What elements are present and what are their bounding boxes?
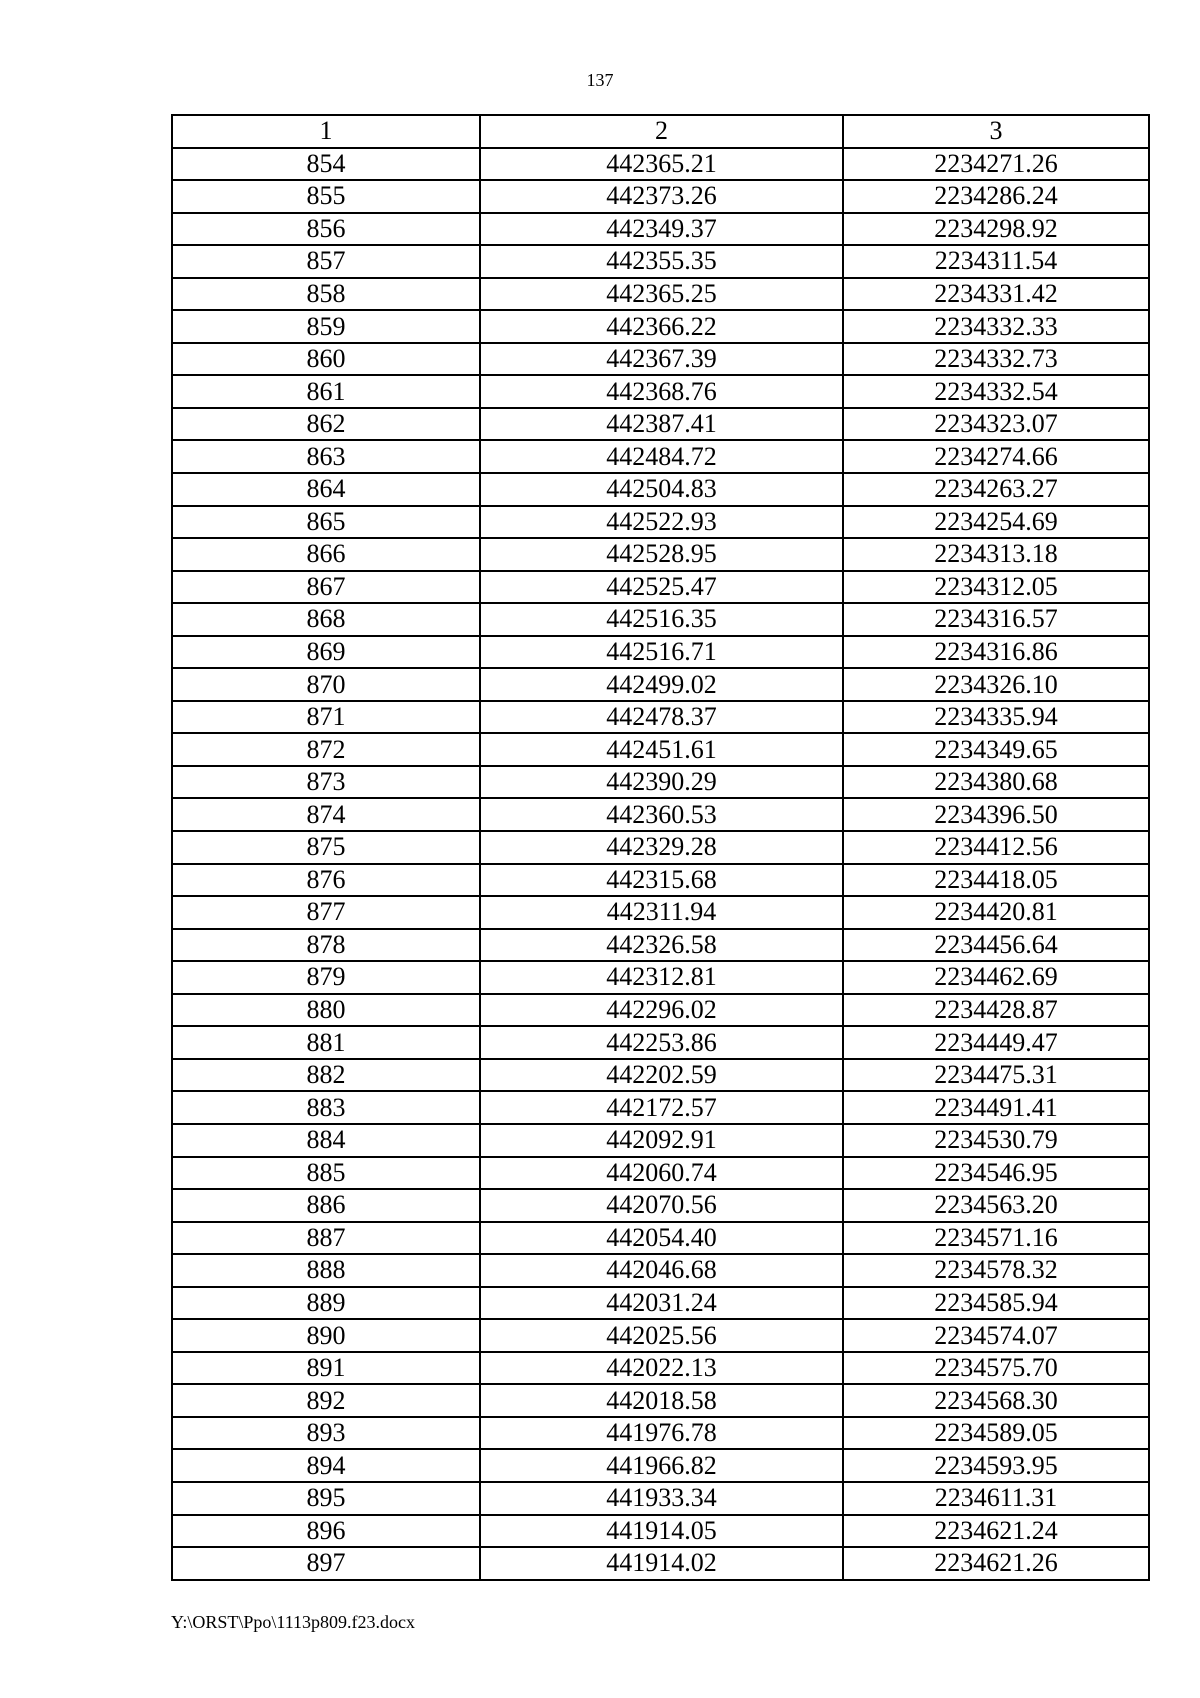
table-row — [172, 473, 1149, 506]
y-coordinate-cell: 2234332.54 — [843, 375, 1149, 408]
x-coordinate-cell: 442054.40 — [480, 1222, 843, 1255]
table-row — [172, 1547, 1149, 1580]
point-number-cell: 894 — [172, 1449, 480, 1482]
point-number-cell: 886 — [172, 1189, 480, 1222]
point-number-cell: 891 — [172, 1352, 480, 1385]
table-row — [172, 1091, 1149, 1124]
x-coordinate-cell: 442360.53 — [480, 798, 843, 831]
x-coordinate-cell: 442365.25 — [480, 278, 843, 311]
point-number-cell: 885 — [172, 1157, 480, 1190]
x-coordinate-cell: 442484.72 — [480, 440, 843, 473]
coordinates-table — [171, 114, 1150, 1581]
table-row — [172, 1254, 1149, 1287]
point-number-cell: 881 — [172, 1026, 480, 1059]
table-row — [172, 1319, 1149, 1352]
point-number-cell: 865 — [172, 506, 480, 539]
y-coordinate-cell: 2234449.47 — [843, 1026, 1149, 1059]
y-coordinate-cell: 2234316.57 — [843, 603, 1149, 636]
point-number-cell: 869 — [172, 636, 480, 669]
point-number-cell: 890 — [172, 1319, 480, 1352]
y-coordinate-cell: 2234316.86 — [843, 636, 1149, 669]
y-coordinate-cell: 2234585.94 — [843, 1287, 1149, 1320]
x-coordinate-cell: 442349.37 — [480, 213, 843, 246]
x-coordinate-cell: 442070.56 — [480, 1189, 843, 1222]
table-row — [172, 603, 1149, 636]
x-coordinate-cell: 442451.61 — [480, 733, 843, 766]
table-row — [172, 1287, 1149, 1320]
x-coordinate-cell: 442504.83 — [480, 473, 843, 506]
y-coordinate-cell: 2234491.41 — [843, 1091, 1149, 1124]
table-row — [172, 245, 1149, 278]
x-coordinate-cell: 442315.68 — [480, 864, 843, 897]
y-coordinate-cell: 2234546.95 — [843, 1157, 1149, 1190]
y-coordinate-cell: 2234380.68 — [843, 766, 1149, 799]
page-number: 137 — [586, 70, 614, 90]
table-row — [172, 1222, 1149, 1255]
x-coordinate-cell: 442390.29 — [480, 766, 843, 799]
y-coordinate-cell: 2234530.79 — [843, 1124, 1149, 1157]
y-coordinate-cell: 2234286.24 — [843, 180, 1149, 213]
y-coordinate-cell: 2234323.07 — [843, 408, 1149, 441]
x-coordinate-cell: 442329.28 — [480, 831, 843, 864]
column-header-3: 3 — [843, 115, 1149, 148]
point-number-cell: 897 — [172, 1547, 480, 1580]
table-row — [172, 1059, 1149, 1092]
point-number-cell: 878 — [172, 929, 480, 962]
y-coordinate-cell: 2234589.05 — [843, 1417, 1149, 1450]
x-coordinate-cell: 442031.24 — [480, 1287, 843, 1320]
y-coordinate-cell: 2234563.20 — [843, 1189, 1149, 1222]
x-coordinate-cell: 442373.26 — [480, 180, 843, 213]
point-number-cell: 864 — [172, 473, 480, 506]
y-coordinate-cell: 2234568.30 — [843, 1384, 1149, 1417]
x-coordinate-cell: 442022.13 — [480, 1352, 843, 1385]
point-number-cell: 867 — [172, 571, 480, 604]
point-number-cell: 887 — [172, 1222, 480, 1255]
point-number-cell: 862 — [172, 408, 480, 441]
table-row — [172, 994, 1149, 1027]
y-coordinate-cell: 2234621.26 — [843, 1547, 1149, 1580]
point-number-cell: 896 — [172, 1515, 480, 1548]
point-number-cell: 855 — [172, 180, 480, 213]
table-row — [172, 864, 1149, 897]
table-row — [172, 310, 1149, 343]
x-coordinate-cell: 442368.76 — [480, 375, 843, 408]
y-coordinate-cell: 2234475.31 — [843, 1059, 1149, 1092]
table-row — [172, 1157, 1149, 1190]
table-row — [172, 798, 1149, 831]
column-header-2: 2 — [480, 115, 843, 148]
point-number-cell: 854 — [172, 148, 480, 181]
table-row — [172, 668, 1149, 701]
point-number-cell: 875 — [172, 831, 480, 864]
x-coordinate-cell: 442311.94 — [480, 896, 843, 929]
point-number-cell: 859 — [172, 310, 480, 343]
table-header-row — [172, 115, 1149, 148]
x-coordinate-cell: 442092.91 — [480, 1124, 843, 1157]
table-row — [172, 1417, 1149, 1450]
y-coordinate-cell: 2234611.31 — [843, 1482, 1149, 1515]
y-coordinate-cell: 2234331.42 — [843, 278, 1149, 311]
x-coordinate-cell: 442499.02 — [480, 668, 843, 701]
table-row — [172, 278, 1149, 311]
table-row — [172, 571, 1149, 604]
point-number-cell: 888 — [172, 1254, 480, 1287]
point-number-cell: 863 — [172, 440, 480, 473]
point-number-cell: 861 — [172, 375, 480, 408]
y-coordinate-cell: 2234326.10 — [843, 668, 1149, 701]
x-coordinate-cell: 442060.74 — [480, 1157, 843, 1190]
x-coordinate-cell: 442296.02 — [480, 994, 843, 1027]
y-coordinate-cell: 2234396.50 — [843, 798, 1149, 831]
point-number-cell: 856 — [172, 213, 480, 246]
x-coordinate-cell: 442365.21 — [480, 148, 843, 181]
y-coordinate-cell: 2234332.73 — [843, 343, 1149, 376]
x-coordinate-cell: 442312.81 — [480, 961, 843, 994]
x-coordinate-cell: 442387.41 — [480, 408, 843, 441]
x-coordinate-cell: 441966.82 — [480, 1449, 843, 1482]
point-number-cell: 870 — [172, 668, 480, 701]
x-coordinate-cell: 442025.56 — [480, 1319, 843, 1352]
x-coordinate-cell: 441914.02 — [480, 1547, 843, 1580]
table-row — [172, 701, 1149, 734]
table-row — [172, 180, 1149, 213]
y-coordinate-cell: 2234420.81 — [843, 896, 1149, 929]
x-coordinate-cell: 442522.93 — [480, 506, 843, 539]
point-number-cell: 883 — [172, 1091, 480, 1124]
x-coordinate-cell: 442478.37 — [480, 701, 843, 734]
y-coordinate-cell: 2234456.64 — [843, 929, 1149, 962]
point-number-cell: 858 — [172, 278, 480, 311]
y-coordinate-cell: 2234263.27 — [843, 473, 1149, 506]
x-coordinate-cell: 442366.22 — [480, 310, 843, 343]
point-number-cell: 879 — [172, 961, 480, 994]
y-coordinate-cell: 2234274.66 — [843, 440, 1149, 473]
point-number-cell: 893 — [172, 1417, 480, 1450]
table-row — [172, 538, 1149, 571]
y-coordinate-cell: 2234254.69 — [843, 506, 1149, 539]
point-number-cell: 857 — [172, 245, 480, 278]
point-number-cell: 882 — [172, 1059, 480, 1092]
point-number-cell: 889 — [172, 1287, 480, 1320]
table-row — [172, 375, 1149, 408]
table-row — [172, 440, 1149, 473]
y-coordinate-cell: 2234312.05 — [843, 571, 1149, 604]
point-number-cell: 876 — [172, 864, 480, 897]
table-row — [172, 1515, 1149, 1548]
column-header-1: 1 — [172, 115, 480, 148]
y-coordinate-cell: 2234418.05 — [843, 864, 1149, 897]
x-coordinate-cell: 441914.05 — [480, 1515, 843, 1548]
y-coordinate-cell: 2234621.24 — [843, 1515, 1149, 1548]
x-coordinate-cell: 442253.86 — [480, 1026, 843, 1059]
table-row — [172, 506, 1149, 539]
point-number-cell: 895 — [172, 1482, 480, 1515]
point-number-cell: 877 — [172, 896, 480, 929]
x-coordinate-cell: 442528.95 — [480, 538, 843, 571]
table-row — [172, 831, 1149, 864]
y-coordinate-cell: 2234335.94 — [843, 701, 1149, 734]
x-coordinate-cell: 442172.57 — [480, 1091, 843, 1124]
table-row — [172, 766, 1149, 799]
table-row — [172, 1026, 1149, 1059]
y-coordinate-cell: 2234298.92 — [843, 213, 1149, 246]
table-row — [172, 213, 1149, 246]
table-row — [172, 733, 1149, 766]
table-body — [172, 148, 1149, 1580]
y-coordinate-cell: 2234313.18 — [843, 538, 1149, 571]
point-number-cell: 873 — [172, 766, 480, 799]
point-number-cell: 892 — [172, 1384, 480, 1417]
y-coordinate-cell: 2234332.33 — [843, 310, 1149, 343]
table-row — [172, 1352, 1149, 1385]
point-number-cell: 880 — [172, 994, 480, 1027]
y-coordinate-cell: 2234571.16 — [843, 1222, 1149, 1255]
point-number-cell: 860 — [172, 343, 480, 376]
y-coordinate-cell: 2234574.07 — [843, 1319, 1149, 1352]
x-coordinate-cell: 442525.47 — [480, 571, 843, 604]
y-coordinate-cell: 2234575.70 — [843, 1352, 1149, 1385]
point-number-cell: 874 — [172, 798, 480, 831]
table-row — [172, 1189, 1149, 1222]
x-coordinate-cell: 442516.35 — [480, 603, 843, 636]
table-row — [172, 1482, 1149, 1515]
x-coordinate-cell: 442516.71 — [480, 636, 843, 669]
table-row — [172, 896, 1149, 929]
x-coordinate-cell: 441933.34 — [480, 1482, 843, 1515]
table-row — [172, 1449, 1149, 1482]
x-coordinate-cell: 442355.35 — [480, 245, 843, 278]
x-coordinate-cell: 442367.39 — [480, 343, 843, 376]
point-number-cell: 871 — [172, 701, 480, 734]
y-coordinate-cell: 2234462.69 — [843, 961, 1149, 994]
y-coordinate-cell: 2234593.95 — [843, 1449, 1149, 1482]
y-coordinate-cell: 2234412.56 — [843, 831, 1149, 864]
x-coordinate-cell: 441976.78 — [480, 1417, 843, 1450]
x-coordinate-cell: 442326.58 — [480, 929, 843, 962]
table-row — [172, 343, 1149, 376]
x-coordinate-cell: 442202.59 — [480, 1059, 843, 1092]
table-row — [172, 1124, 1149, 1157]
point-number-cell: 866 — [172, 538, 480, 571]
table-row — [172, 148, 1149, 181]
table-row — [172, 1384, 1149, 1417]
point-number-cell: 872 — [172, 733, 480, 766]
x-coordinate-cell: 442046.68 — [480, 1254, 843, 1287]
x-coordinate-cell: 442018.58 — [480, 1384, 843, 1417]
y-coordinate-cell: 2234311.54 — [843, 245, 1149, 278]
table-row — [172, 636, 1149, 669]
y-coordinate-cell: 2234578.32 — [843, 1254, 1149, 1287]
y-coordinate-cell: 2234349.65 — [843, 733, 1149, 766]
table-row — [172, 929, 1149, 962]
table-row — [172, 408, 1149, 441]
footer-file-path: Y:\ORST\Ppo\1113p809.f23.docx — [171, 1612, 416, 1632]
point-number-cell: 884 — [172, 1124, 480, 1157]
y-coordinate-cell: 2234271.26 — [843, 148, 1149, 181]
point-number-cell: 868 — [172, 603, 480, 636]
table-row — [172, 961, 1149, 994]
y-coordinate-cell: 2234428.87 — [843, 994, 1149, 1027]
